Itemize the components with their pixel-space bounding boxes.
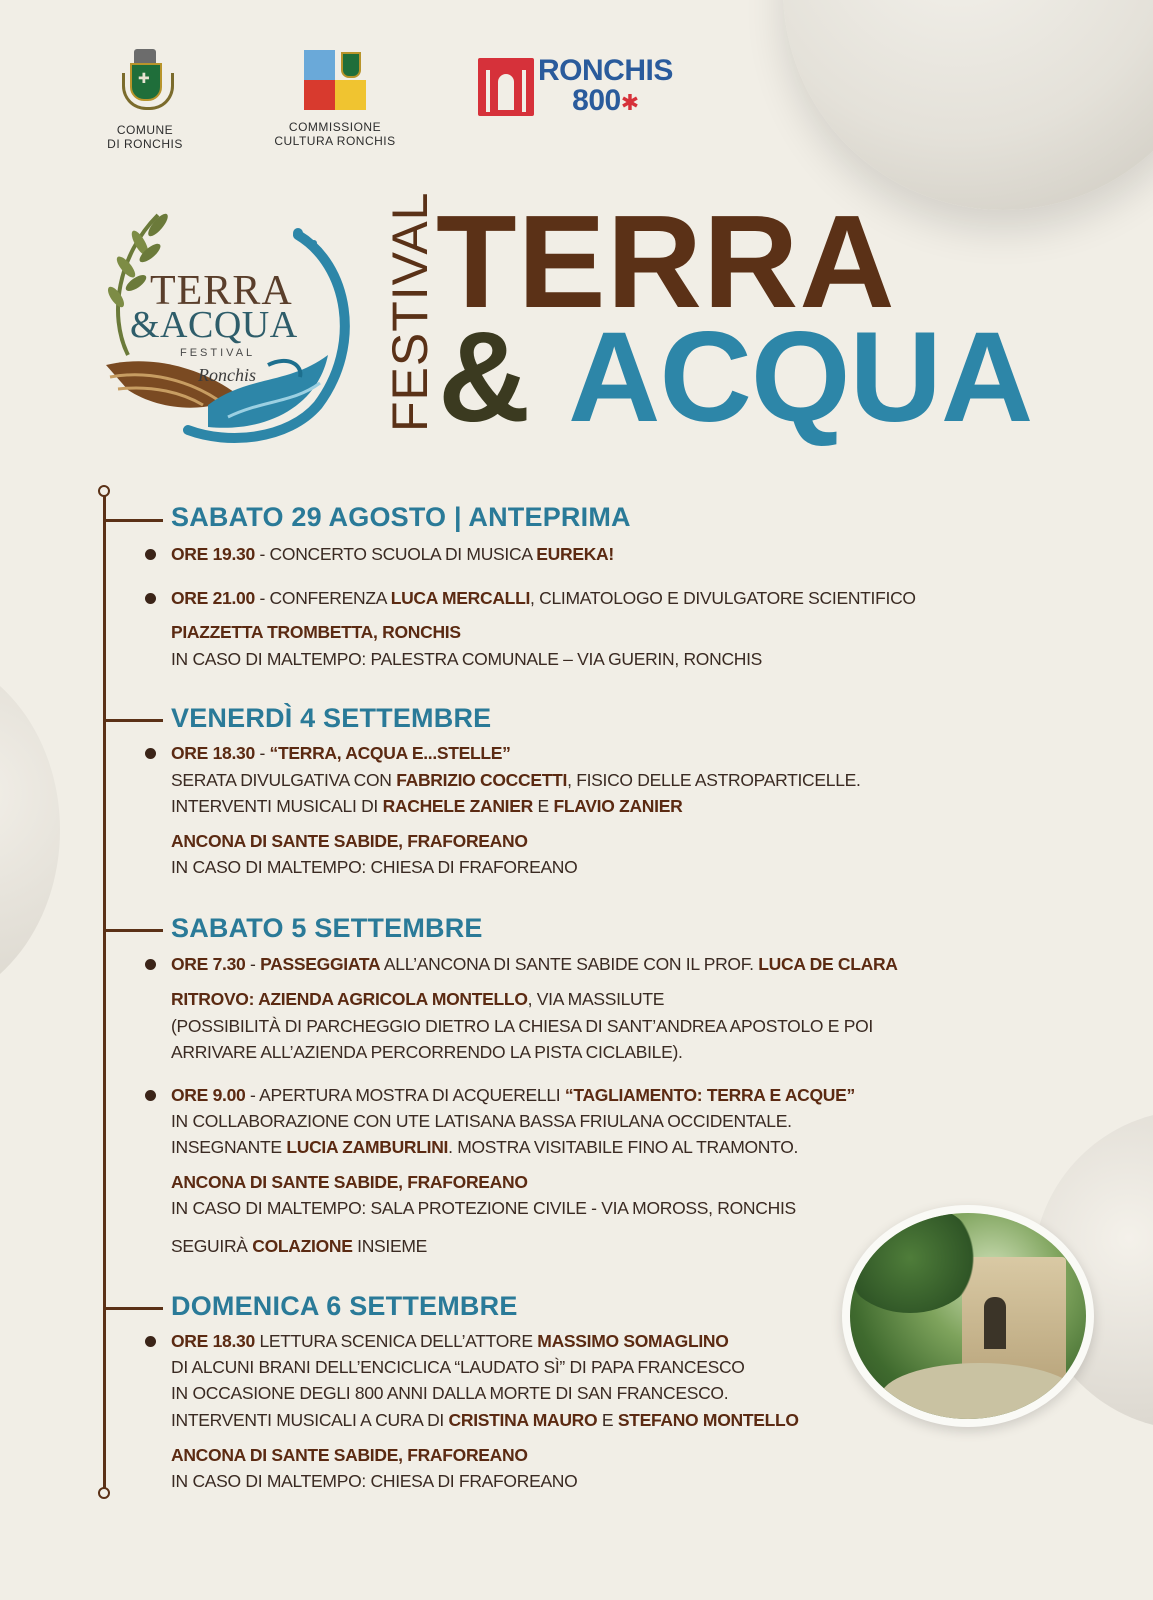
title-ampersand: &: [438, 306, 531, 449]
bullet-icon: [145, 748, 156, 759]
event-location: PIAZZETTA TROMBETTA, RONCHIS: [171, 622, 461, 642]
event-item: ORE 21.00 - CONFERENZA LUCA MERCALLI, CLIMATOLOGO E DIVULGATORE SCIENTIFICO: [171, 588, 916, 608]
commissione-logo: [255, 50, 415, 148]
comune-label-1: COMUNE: [116, 123, 174, 137]
event-item: ORE 18.30 - “TERRA, ACQUA E...STELLE”: [171, 743, 511, 763]
ronchis800-line1: RONCHIS: [538, 54, 673, 87]
timeline-branch: [105, 929, 163, 932]
bullet-icon: [145, 593, 156, 604]
event-meeting-point: RITROVO: AZIENDA AGRICOLA MONTELLO, VIA MASSILUTE: [171, 989, 665, 1009]
day-heading: SABATO 5 SETTEMBRE: [171, 913, 483, 943]
event-item: ORE 18.30 LETTURA SCENICA DELL’ATTORE MASSIMO SOMAGLINO: [171, 1331, 729, 1351]
timeline-end-dot: [98, 1487, 110, 1499]
timeline-branch: [105, 719, 163, 722]
timeline-line: [103, 492, 106, 1494]
event-detail: INSEGNANTE LUCIA ZAMBURLINI. MOSTRA VISITABILE FINO AL TRAMONTO.: [171, 1137, 799, 1157]
event-note: SEGUIRÀ COLAZIONE INSIEME: [171, 1236, 428, 1256]
event-detail: IN COLLABORAZIONE CON UTE LATISANA BASSA FRIULANA OCCIDENTALE.: [171, 1111, 792, 1131]
ancona-photo: [842, 1205, 1094, 1427]
event-detail: INTERVENTI MUSICALI DI RACHELE ZANIER E FLAVIO ZANIER: [171, 796, 683, 816]
title-terra: TERRA: [436, 188, 896, 335]
decorative-sphere: [0, 650, 60, 1010]
event-detail: IN OCCASIONE DEGLI 800 ANNI DALLA MORTE DI SAN FRANCESCO.: [171, 1383, 729, 1403]
commissione-label-1: COMMISSIONE: [288, 120, 382, 134]
festival-logo: [88, 205, 363, 445]
festival-logo-line2: &ACQUA: [130, 304, 298, 346]
day-heading: SABATO 29 AGOSTO | ANTEPRIMA: [171, 502, 631, 532]
bullet-icon: [145, 1336, 156, 1347]
event-alt-location: IN CASO DI MALTEMPO: SALA PROTEZIONE CIVILE - VIA MOROSS, RONCHIS: [171, 1198, 796, 1218]
event-item: ORE 19.30 - CONCERTO SCUOLA DI MUSICA EUREKA!: [171, 544, 614, 564]
coat-of-arms-icon: [118, 45, 172, 113]
comune-label-2: DI RONCHIS: [107, 137, 183, 151]
day-heading: VENERDÌ 4 SETTEMBRE: [171, 703, 492, 733]
festival-logo-line1: TERRA: [150, 268, 293, 314]
event-alt-location: IN CASO DI MALTEMPO: PALESTRA COMUNALE – VIA GUERIN, RONCHIS: [171, 649, 763, 669]
event-item: ORE 7.30 - PASSEGGIATA ALL’ANCONA DI SANTE SABIDE CON IL PROF. LUCA DE CLARA: [171, 954, 898, 974]
comune-logo: [95, 45, 195, 151]
commissione-mark-icon: [304, 50, 366, 110]
festival-logo-line3: FESTIVAL: [180, 347, 256, 359]
timeline-branch: [105, 519, 163, 522]
event-detail: DI ALCUNI BRANI DELL’ENCICLICA “LAUDATO SÌ” DI PAPA FRANCESCO: [171, 1357, 745, 1377]
timeline-start-dot: [98, 485, 110, 497]
decorative-sphere: [783, 0, 1153, 210]
event-item: ORE 9.00 - APERTURA MOSTRA DI ACQUERELLI “TAGLIAMENTO: TERRA E ACQUE”: [171, 1085, 855, 1105]
commissione-label-2: CULTURA RONCHIS: [274, 134, 396, 148]
bullet-icon: [145, 1090, 156, 1101]
ronchis800-logo: [478, 56, 698, 120]
ronchis800-line2: 800: [572, 84, 621, 117]
event-detail: (POSSIBILITÀ DI PARCHEGGIO DIETRO LA CHIESA DI SANT’ANDREA APOSTOLO E POI: [171, 1016, 873, 1036]
star-icon: ✱: [620, 90, 639, 115]
bullet-icon: [145, 959, 156, 970]
event-location: ANCONA DI SANTE SABIDE, FRAFOREANO: [171, 831, 528, 851]
event-detail: INTERVENTI MUSICALI A CURA DI CRISTINA MAURO E STEFANO MONTELLO: [171, 1410, 799, 1430]
timeline-branch: [105, 1307, 163, 1310]
day-heading: DOMENICA 6 SETTEMBRE: [171, 1291, 518, 1321]
ronchis800-mark-icon: [478, 58, 534, 116]
title-acqua: ACQUA: [568, 306, 1033, 449]
event-detail: SERATA DIVULGATIVA CON FABRIZIO COCCETTI, FISICO DELLE ASTROPARTICELLE.: [171, 770, 861, 790]
festival-vertical-label: FESTIVAL: [382, 191, 438, 432]
event-detail: ARRIVARE ALL’AZIENDA PERCORRENDO LA PISTA CICLABILE).: [171, 1042, 683, 1062]
event-alt-location: IN CASO DI MALTEMPO: CHIESA DI FRAFOREANO: [171, 857, 578, 877]
festival-logo-line4: Ronchis: [198, 365, 256, 385]
event-location: ANCONA DI SANTE SABIDE, FRAFOREANO: [171, 1172, 528, 1192]
event-location: ANCONA DI SANTE SABIDE, FRAFOREANO: [171, 1445, 528, 1465]
bullet-icon: [145, 549, 156, 560]
event-alt-location: IN CASO DI MALTEMPO: CHIESA DI FRAFOREANO: [171, 1471, 578, 1491]
